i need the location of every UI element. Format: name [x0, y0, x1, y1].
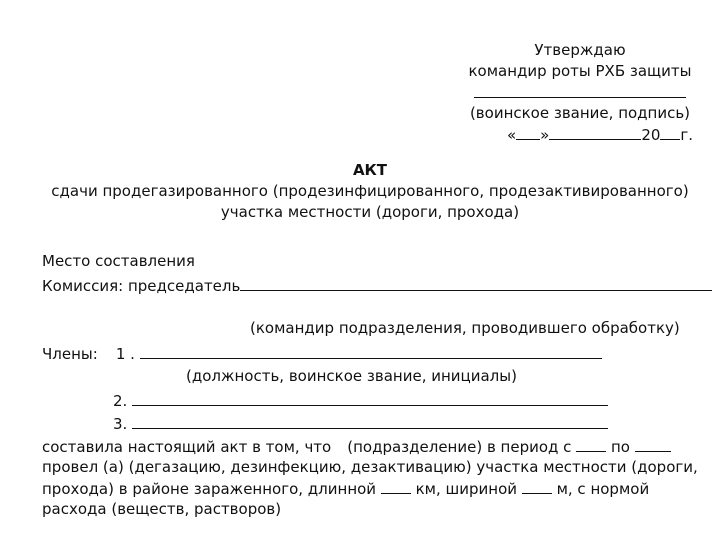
- length-blank: [381, 478, 411, 494]
- p1-part-b: (подразделение) в период с: [347, 438, 572, 456]
- signature-line-row: [460, 82, 700, 103]
- member-hint: (должность, воинское звание, инициалы): [186, 367, 517, 385]
- act-subtitle-line1: сдачи продегазированного (продезинфицированного, продезактивированного): [51, 182, 689, 200]
- member-3-number: 3.: [113, 415, 128, 433]
- paragraph-line-1: [42, 436, 671, 458]
- signature-hint: (воинское звание, подпись): [469, 104, 691, 122]
- width-blank: [522, 478, 552, 494]
- members-row-1: [42, 343, 602, 365]
- approve-label: Утверждаю: [534, 41, 626, 59]
- date-year: 20: [641, 126, 661, 144]
- place-label: Место составления: [42, 252, 195, 270]
- period-start-blank: [576, 436, 606, 452]
- commission-hint: (командир подразделения, проводившего обработку): [250, 319, 680, 337]
- member-1-number: 1 .: [115, 345, 135, 363]
- approval-block: [460, 40, 700, 146]
- period-end-blank: [635, 436, 671, 452]
- paragraph-line-2: провел (а) (дегазацию, дезинфекцию, дезактивацию) участка местности (дороги,: [42, 458, 698, 476]
- p3-part-b: км, шириной: [415, 480, 518, 498]
- chairman-line: [240, 275, 712, 291]
- members-row-3: [113, 413, 608, 435]
- document-title: [0, 160, 720, 223]
- day-blank: [516, 124, 540, 140]
- member-1-line: [140, 343, 602, 359]
- act-heading: АКТ: [352, 161, 388, 179]
- members-row-2: [113, 390, 608, 412]
- date-close-quote: »: [540, 126, 550, 144]
- member-2-line: [132, 390, 608, 406]
- p3-part-a: прохода) в районе зараженного, длинной: [42, 480, 377, 498]
- commission-row: [42, 275, 712, 297]
- month-blank: [549, 124, 641, 140]
- p3-part-c: м, с нормой: [556, 480, 650, 498]
- act-subtitle-line2: участка местности (дороги, прохода): [220, 203, 520, 221]
- commander-position: командир роты РХБ защиты: [468, 62, 692, 80]
- p1-part-c: по: [611, 438, 630, 456]
- paragraph-line-4: расхода (веществ, растворов): [42, 500, 282, 518]
- members-label: Члены:: [42, 345, 98, 363]
- p1-part-a: составила настоящий акт в том, что: [42, 438, 332, 456]
- date-suffix: г.: [680, 126, 694, 144]
- year-blank: [660, 124, 680, 140]
- commission-label: Комиссия: председатель: [42, 277, 241, 295]
- signature-line: [474, 82, 686, 98]
- paragraph-line-3: [42, 478, 649, 500]
- approval-date: [460, 124, 700, 146]
- member-2-number: 2.: [113, 392, 128, 410]
- member-3-line: [132, 413, 608, 429]
- date-open-quote: «: [506, 126, 517, 144]
